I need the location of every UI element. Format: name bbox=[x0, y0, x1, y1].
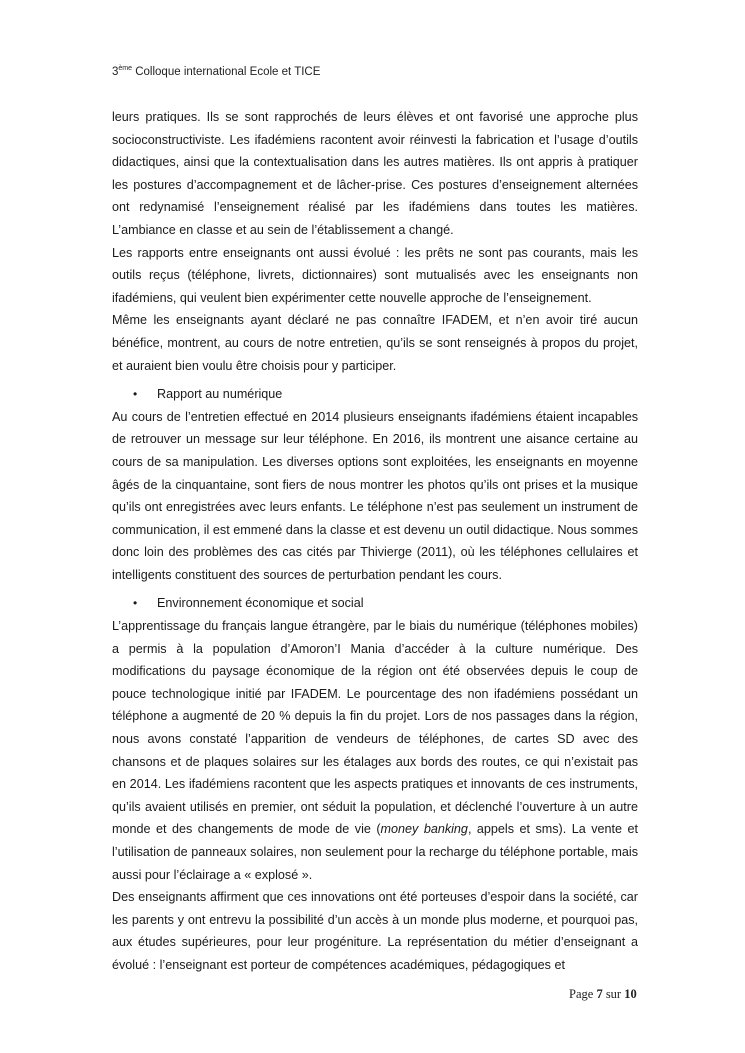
paragraph: Au cours de l’entretien effectué en 2014 plusieurs enseignants ifadémiens étaient incapables de retrouver un message sur leur téléphone. En 2016, ils montrent une aisance certaine au cours de sa manipulation. Les diverses options sont exploitées, les enseignants en moyenne âgés de la cinquantaine, sont fiers de nous montrer les photos qu’ils ont prises et la musique qu’ils ont enregistrées avec leurs enfants. Le téléphone n’est pas seulement un instrument de communication, il est emmené dans la classe et est devenu un outil didactique. Nous sommes donc loin des problèmes des cas cités par Thivierge (2011), où les téléphones cellulaires et intelligents constituent des sources de perturbation pendant les cours. bbox=[112, 409, 638, 582]
bullet-item bbox=[112, 592, 638, 615]
bullet-heading: Environnement économique et social bbox=[157, 596, 364, 611]
bullet-icon: • bbox=[133, 387, 138, 402]
italic-term: money banking bbox=[380, 822, 468, 837]
paragraph: Des enseignants affirment que ces innovations ont été porteuses d’espoir dans la société, car les parents y ont entrevu la possibilité d’un accès à un monde plus moderne, et pourquoi pas, aux études supérieures, pour leur progéniture. La représentation du métier d’enseignant a évolué : l’enseignant est porteur de compétences académiques, pédagogiques et bbox=[112, 890, 638, 972]
total-pages: 10 bbox=[624, 987, 637, 1001]
bullet-item bbox=[112, 383, 638, 406]
paragraph: leurs pratiques. Ils se sont rapprochés de leurs élèves et ont favorisé une approche plus socioconstructiviste. Les ifadémiens racontent avoir réinvesti la fabrication et l’usage d’outils didactiques, ainsi que la contextualisation dans les autres matières. Ils ont appris à pratiquer les postures d’accompagnement et de lâcher-prise. Ces postures d’enseignement alternées ont redynamisé l’enseignement réalisé par les ifadémiens dans toutes les matières. L’ambiance en classe et au sein de l’établissement a changé. bbox=[112, 110, 638, 237]
paragraph bbox=[112, 615, 638, 886]
header-title: Colloque international Ecole et TICE bbox=[132, 66, 321, 78]
header-ordinal-suffix: ème bbox=[118, 65, 133, 73]
paragraph: Même les enseignants ayant déclaré ne pas connaître IFADEM, et n’en avoir tiré aucun bénéfice, montrent, au cours de notre entretien, qu’ils se sont renseignés à propos du projet, et auraient bien voulu être choisis pour y participer. bbox=[112, 313, 638, 373]
paragraph-text: L’apprentissage du français langue étrangère, par le biais du numérique (téléphones mobiles) a permis à la population d’Amoron’I Mania d’accéder à la culture numérique. Des modifications du paysage économique de la région ont été observées depuis le coup de pouce technologique initié par IFADEM. Le pourcentage des non ifadémiens possédant un téléphone a augmenté de 20 % depuis la fin du projet. Lors de nos passages dans la région, nous avons constaté l’apparition de vendeurs de téléphones, de cartes SD avec des chansons et de plaques solaires sur les étalages aux bords des routes, ce qui n’existait pas en 2014. Les ifadémiens racontent que les aspects pratiques et innovants de ces instruments, qu’ils avaient utilisés en premier, ont séduit la population, et déclenché l’ouverture à un autre monde et des changements de mode de vie ( bbox=[112, 619, 638, 837]
current-page: 7 bbox=[596, 987, 603, 1001]
document-body bbox=[112, 106, 638, 977]
bullet-heading: Rapport au numérique bbox=[157, 387, 283, 402]
running-header bbox=[112, 66, 320, 78]
paragraph-text: , appels et sms). La vente et l’utilisation de panneaux solaires, non seulement pour la recharge du téléphone portable, mais aussi pour l’éclairage a « explosé ». bbox=[112, 822, 638, 882]
paragraph: Les rapports entre enseignants ont aussi évolué : les prêts ne sont pas courants, mais les outils reçus (téléphone, livrets, dictionnaires) sont mutualisés avec les enseignants non ifadémiens, qui veulent bien expérimenter cette nouvelle approche de l’enseignement. bbox=[112, 245, 638, 305]
page-number bbox=[569, 987, 637, 1002]
page-label: Page bbox=[569, 987, 597, 1001]
bullet-icon: • bbox=[133, 596, 138, 611]
of-label: sur bbox=[602, 987, 625, 1001]
header-ordinal: 3 bbox=[112, 66, 119, 78]
